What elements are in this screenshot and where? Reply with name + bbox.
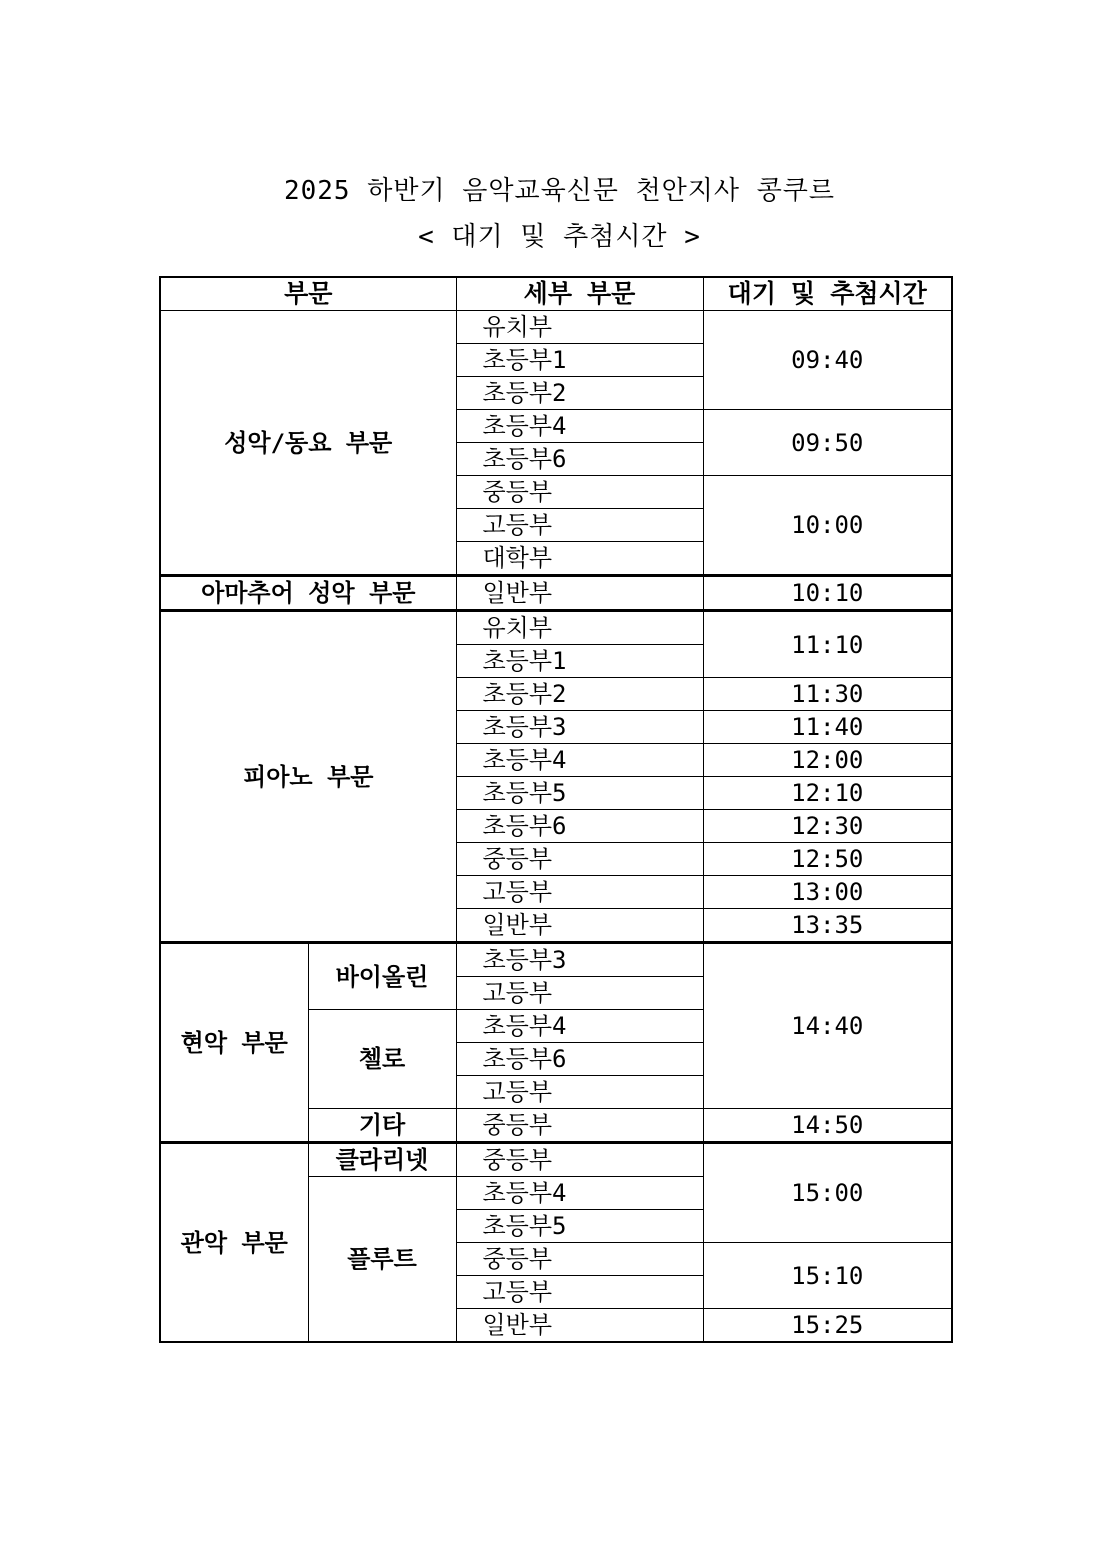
subcategory-cell: 고등부 <box>456 1276 703 1309</box>
time-cell: 15:00 <box>703 1143 952 1243</box>
time-cell: 15:25 <box>703 1309 952 1343</box>
subcategory-cell: 중등부 <box>456 1243 703 1276</box>
time-cell: 14:50 <box>703 1109 952 1143</box>
subcategory-cell: 초등부1 <box>456 344 703 377</box>
subcategory-cell: 초등부1 <box>456 645 703 678</box>
table-row <box>160 576 952 611</box>
header-subcategory: 세부 부문 <box>456 277 703 311</box>
instrument-violin: 바이올린 <box>308 943 456 1010</box>
instrument-cello: 첼로 <box>308 1010 456 1109</box>
subcategory-cell: 고등부 <box>456 509 703 542</box>
subcategory-cell: 일반부 <box>456 1309 703 1343</box>
subcategory-cell: 유치부 <box>456 611 703 645</box>
subcategory-cell: 유치부 <box>456 311 703 344</box>
subcategory-cell: 중등부 <box>456 476 703 509</box>
instrument-guitar: 기타 <box>308 1109 456 1143</box>
table-row <box>160 611 952 645</box>
subcategory-cell: 초등부3 <box>456 711 703 744</box>
time-cell: 10:10 <box>703 576 952 611</box>
subcategory-cell: 고등부 <box>456 1076 703 1109</box>
document-subtitle: < 대기 및 추첨시간 > <box>418 222 701 252</box>
category-vocal: 성악/동요 부문 <box>160 311 456 576</box>
subcategory-cell: 고등부 <box>456 977 703 1010</box>
subcategory-cell: 중등부 <box>456 1109 703 1143</box>
subcategory-cell: 초등부4 <box>456 410 703 443</box>
time-cell: 12:00 <box>703 744 952 777</box>
subcategory-cell: 초등부2 <box>456 678 703 711</box>
header-time: 대기 및 추첨시간 <box>703 277 952 311</box>
subcategory-cell: 일반부 <box>456 909 703 943</box>
header-row <box>160 277 952 311</box>
subcategory-cell: 초등부5 <box>456 777 703 810</box>
subcategory-cell: 초등부4 <box>456 1010 703 1043</box>
subcategory-cell: 초등부4 <box>456 744 703 777</box>
subcategory-cell: 초등부3 <box>456 943 703 977</box>
time-cell: 12:30 <box>703 810 952 843</box>
instrument-clarinet: 클라리넷 <box>308 1143 456 1177</box>
time-cell: 09:40 <box>703 311 952 410</box>
subcategory-cell: 초등부6 <box>456 443 703 476</box>
header-category: 부문 <box>160 277 456 311</box>
table-row <box>160 1143 952 1177</box>
time-cell: 11:30 <box>703 678 952 711</box>
time-cell: 11:40 <box>703 711 952 744</box>
time-cell: 13:00 <box>703 876 952 909</box>
subcategory-cell: 초등부2 <box>456 377 703 410</box>
subcategory-cell: 초등부6 <box>456 810 703 843</box>
subcategory-cell: 중등부 <box>456 1143 703 1177</box>
subcategory-cell: 고등부 <box>456 876 703 909</box>
time-cell: 11:10 <box>703 611 952 678</box>
category-piano: 피아노 부문 <box>160 611 456 943</box>
category-strings: 현악 부문 <box>160 943 308 1143</box>
document-title: 2025 하반기 음악교육신문 천안지사 콩쿠르 <box>283 176 836 206</box>
subcategory-cell: 대학부 <box>456 542 703 576</box>
schedule-table <box>159 276 953 1343</box>
subcategory-cell: 초등부6 <box>456 1043 703 1076</box>
time-cell: 09:50 <box>703 410 952 476</box>
table-row <box>160 311 952 344</box>
category-winds: 관악 부문 <box>160 1143 308 1343</box>
time-cell: 13:35 <box>703 909 952 943</box>
subcategory-cell: 초등부5 <box>456 1210 703 1243</box>
subcategory-cell: 일반부 <box>456 576 703 611</box>
time-cell: 12:10 <box>703 777 952 810</box>
time-cell: 15:10 <box>703 1243 952 1309</box>
table-row <box>160 943 952 977</box>
time-cell: 10:00 <box>703 476 952 576</box>
time-cell: 12:50 <box>703 843 952 876</box>
category-amateur-vocal: 아마추어 성악 부문 <box>160 576 456 611</box>
instrument-flute: 플루트 <box>308 1177 456 1343</box>
subcategory-cell: 중등부 <box>456 843 703 876</box>
subcategory-cell: 초등부4 <box>456 1177 703 1210</box>
time-cell: 14:40 <box>703 943 952 1109</box>
